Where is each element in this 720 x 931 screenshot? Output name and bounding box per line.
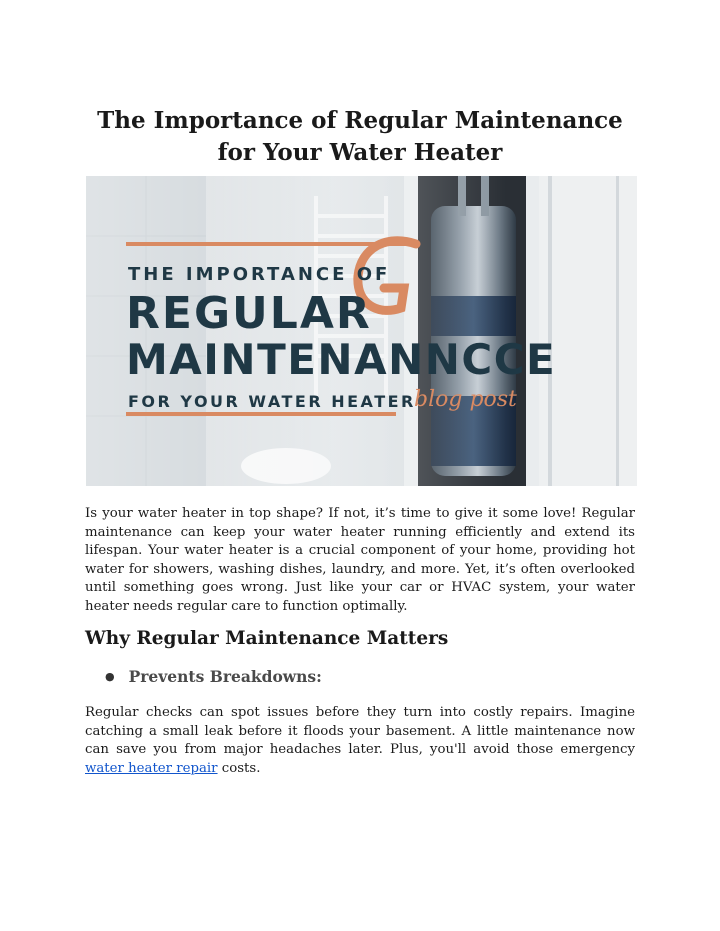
- hero-script-tag: blog post: [414, 387, 517, 412]
- hero-line2: REGULAR: [126, 288, 372, 339]
- hero-image: [86, 176, 637, 486]
- bullet-item: [105, 667, 322, 686]
- hero-line4: FOR YOUR WATER HEATER: [128, 392, 416, 411]
- paragraph-text-start: Regular checks can spot issues before they turn into costly repairs. Imagine catching a small leak before it floods your basement. A little maintenance now can save you from major headaches later. Plus, you'll avoid those emergency: [85, 705, 635, 758]
- paragraph-text-end: costs.: [217, 760, 261, 776]
- page-title: The Importance of Regular Maintenance for Your Water Heater: [97, 107, 623, 166]
- hero-line3: MAINTENANNCCE: [126, 335, 557, 384]
- hero-line1: THE IMPORTANCE OF: [128, 264, 391, 285]
- section-heading: Why Regular Maintenance Matters: [85, 628, 449, 649]
- intro-paragraph: Is your water heater in top shape? If not, it’s time to give it some love! Regular maintenance can keep your water heater running efficiently and extend its lifespan. Your water heater is a crucial component of your home, providing hot water for showers, washing dishes, laundry, and more. Yet, it’s often overlooked until something goes wrong. Just like your car or HVAC system, your water heater needs regular care to function optimally.: [85, 506, 635, 614]
- bullet-label: Prevents Breakdowns:: [128, 667, 322, 686]
- bullet-icon: ●: [105, 670, 115, 683]
- water-heater-photo: [86, 176, 637, 486]
- water-heater-repair-link[interactable]: water heater repair: [85, 760, 218, 776]
- section-paragraph: [85, 704, 635, 778]
